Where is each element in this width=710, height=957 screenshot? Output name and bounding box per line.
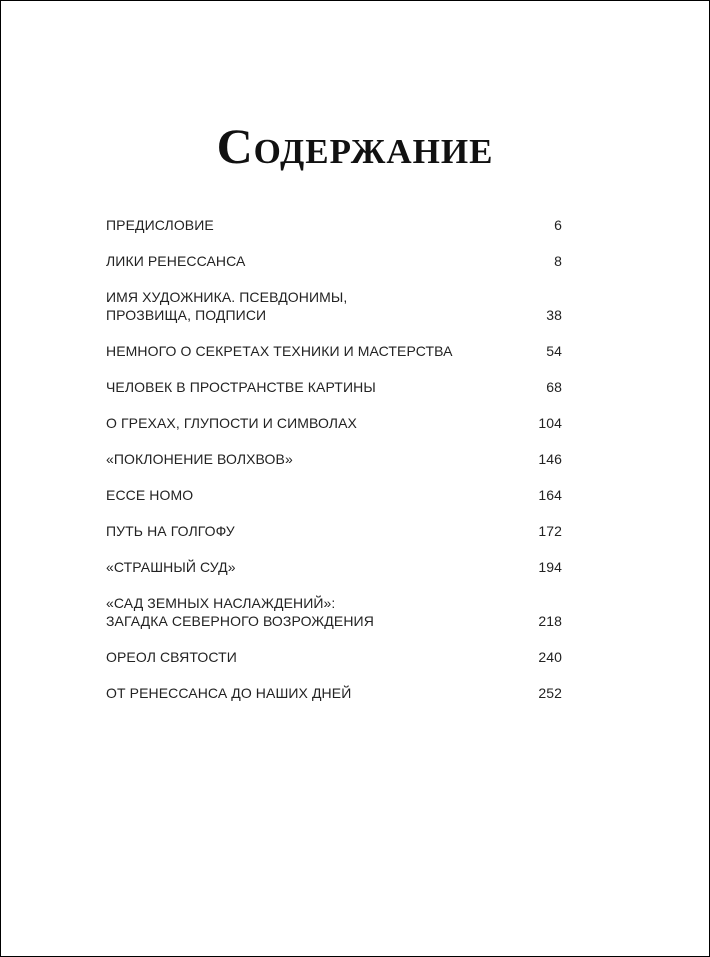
toc-entry-way-to-golgotha <box>106 522 562 540</box>
toc-entry-page-number: 104 <box>538 415 562 431</box>
table-of-contents <box>106 216 562 720</box>
toc-entry-label-line: ПРЕДИСЛОВИЕ <box>106 217 214 233</box>
toc-entry-label-line: ЛИКИ РЕНЕССАНСА <box>106 253 246 269</box>
toc-entry-label-line: ПРОЗВИЩА, ПОДПИСИ <box>106 307 267 323</box>
toc-entry-label <box>106 594 374 630</box>
toc-entry-garden-of-delights <box>106 594 562 630</box>
toc-entry-page-number: 252 <box>538 685 562 701</box>
toc-entry-label-line: ОРЕОЛ СВЯТОСТИ <box>106 649 237 665</box>
page-title: Содержание <box>216 118 494 174</box>
toc-entry-artist-name <box>106 288 562 324</box>
toc-entry-label-line: ЗАГАДКА СЕВЕРНОГО ВОЗРОЖДЕНИЯ <box>106 613 374 629</box>
toc-entry-label <box>106 378 376 396</box>
toc-entry-renaissance-to-today <box>106 684 562 702</box>
toc-entry-label-line: ИМЯ ХУДОЖНИКА. ПСЕВДОНИМЫ, <box>106 289 348 305</box>
toc-entry-label <box>106 684 351 702</box>
toc-entry-sins-symbols <box>106 414 562 432</box>
toc-entry-page-number: 218 <box>538 613 562 629</box>
toc-entry-adoration-magi <box>106 450 562 468</box>
toc-entry-label-line: «ПОКЛОНЕНИЕ ВОЛХВОВ» <box>106 451 293 467</box>
toc-entry-label <box>106 486 193 504</box>
toc-entry-label-line: ECCE HOMO <box>106 487 194 503</box>
toc-entry-page-number: 164 <box>538 487 562 503</box>
toc-entry-page-number: 146 <box>538 451 562 467</box>
toc-entry-page-number: 240 <box>538 649 562 665</box>
toc-entry-label <box>106 648 237 666</box>
toc-entry-label-line: «САД ЗЕМНЫХ НАСЛАЖДЕНИЙ»: <box>106 595 336 611</box>
toc-entry-label-line: НЕМНОГО О СЕКРЕТАХ ТЕХНИКИ И МАСТЕРСТВА <box>106 343 453 359</box>
toc-entry-label-line: ЧЕЛОВЕК В ПРОСТРАНСТВЕ КАРТИНЫ <box>106 379 376 395</box>
toc-entry-label-line: ОТ РЕНЕССАНСА ДО НАШИХ ДНЕЙ <box>106 685 352 701</box>
toc-entry-page-number: 68 <box>546 379 562 395</box>
toc-entry-label-line: ПУТЬ НА ГОЛГОФУ <box>106 523 235 539</box>
toc-entry-label <box>106 558 236 576</box>
toc-entry-human-in-painting <box>106 378 562 396</box>
toc-entry-label <box>106 450 293 468</box>
toc-entry-label <box>106 414 357 432</box>
toc-entry-label-line: О ГРЕХАХ, ГЛУПОСТИ И СИМВОЛАХ <box>106 415 357 431</box>
toc-entry-page-number: 38 <box>546 307 562 323</box>
toc-entry-page-number: 8 <box>554 253 562 269</box>
toc-entry-label-line: «СТРАШНЫЙ СУД» <box>106 559 236 575</box>
toc-entry-preface <box>106 216 562 234</box>
toc-entry-label <box>106 342 453 360</box>
toc-entry-label <box>106 216 214 234</box>
toc-entry-page-number: 54 <box>546 343 562 359</box>
toc-entry-last-judgment <box>106 558 562 576</box>
toc-entry-ecce-homo <box>106 486 562 504</box>
toc-entry-page-number: 6 <box>554 217 562 233</box>
toc-entry-faces-of-renaissance <box>106 252 562 270</box>
toc-entry-page-number: 172 <box>538 523 562 539</box>
toc-entry-label <box>106 252 245 270</box>
toc-entry-page-number: 194 <box>538 559 562 575</box>
toc-entry-label <box>106 522 235 540</box>
toc-entry-label <box>106 288 347 324</box>
toc-entry-halo-of-holiness <box>106 648 562 666</box>
toc-entry-technique-secrets <box>106 342 562 360</box>
